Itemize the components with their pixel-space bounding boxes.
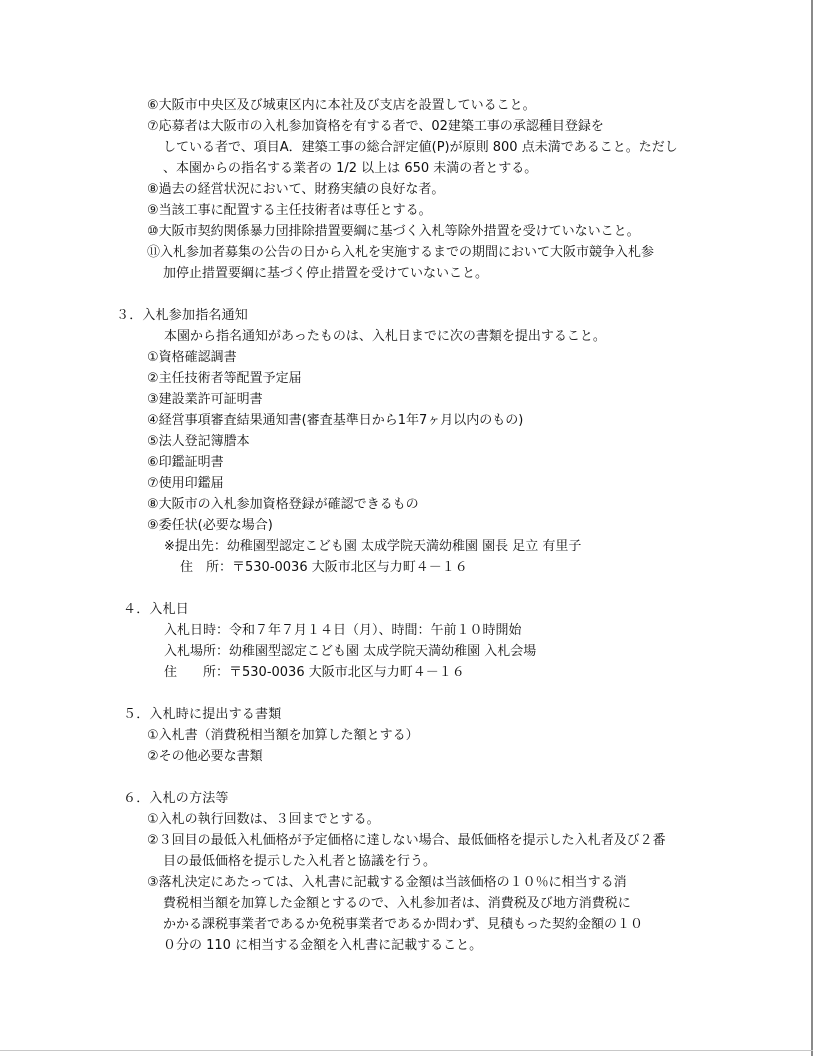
item-11-suspension-requirement-line: ⑪入札参加者募集の公告の日から入札を実施するまでの期間において大阪市競争入札参 [147, 245, 655, 260]
item-7-qualification-requirement-line: している者で、項目A．建築工事の総合評定値(P)が原則 800 点未満であること。ただし [163, 140, 678, 155]
bid-datetime: 入札日時：令和７年７月１４日（月）、時間：午前１０時開始 [164, 623, 522, 638]
document-list-item: ①資格確認調書 [147, 350, 237, 365]
document-list-item: ③建設業許可証明書 [147, 392, 263, 407]
bid-address: 住 所：〒530-0036 大阪市北区与力町４－１６ [164, 665, 465, 680]
bid-method-item-3-line: ０分の 110 に相当する金額を入札書に記載すること。 [163, 938, 483, 953]
bid-method-item-3-line: ③落札決定にあたっては、入札書に記載する金額は当該価格の１０％に相当する消 [147, 875, 627, 890]
section-3-heading: ３．入札参加指名通知 [116, 308, 249, 323]
submission-destination: ※提出先：幼稚園型認定こども園 太成学院天満幼稚園 園長 足立 有里子 [164, 539, 582, 554]
document-list-item: ⑨委任状(必要な場合) [147, 518, 273, 533]
section-5-heading: ５．入札時に提出する書類 [123, 707, 282, 722]
section-3-intro: 本園から指名通知があったものは、入札日までに次の書類を提出すること。 [164, 329, 606, 344]
item-11-suspension-requirement-line: 加停止措置要綱に基づく停止措置を受けていないこと。 [163, 266, 489, 281]
bid-method-item-2-line: 目の最低価格を提示した入札者と協議を行う。 [163, 854, 437, 869]
document-list-item: ⑥印鑑証明書 [147, 455, 224, 470]
page-border-bottom [0, 1050, 813, 1051]
item-7-qualification-requirement-line: ⑦応募者は大阪市の入札参加資格を有する者で、02建築工事の承認種目登録を [147, 119, 604, 134]
document-list-item: ⑧大阪市の入札参加資格登録が確認できるもの [147, 497, 419, 512]
item-10-exclusion-requirement: ⑩大阪市契約関係暴力団排除措置要綱に基づく入札等除外措置を受けていないこと。 [147, 224, 640, 239]
bid-method-item-3-line: かかる課税事業者であるか免税事業者であるか問わず、見積もった契約金額の１０ [163, 917, 643, 932]
bid-method-item-1: ①入札の執行回数は、３回までとする。 [147, 812, 380, 827]
submission-address: 住 所：〒530-0036 大阪市北区与力町４－１６ [180, 560, 468, 575]
item-6-location-requirement: ⑥大阪市中央区及び城東区内に本社及び支店を設置していること。 [147, 98, 536, 113]
item-8-financial-requirement: ⑧過去の経営状況において、財務実績の良好な者。 [147, 182, 445, 197]
document-list-item: ②主任技術者等配置予定届 [147, 371, 302, 386]
bid-method-item-2-line: ②３回目の最低入札価格が予定価格に達しない場合、最低価格を提示した入札者及び２番 [147, 833, 666, 848]
bid-method-item-3-line: 費税相当額を加算した金額とするので、入札参加者は、消費税及び地方消費税に [163, 896, 631, 911]
page-border-right [811, 0, 813, 1056]
bid-place: 入札場所：幼稚園型認定こども園 太成学院天満幼稚園 入札会場 [164, 644, 537, 659]
section-4-heading: ４．入札日 [123, 602, 190, 617]
item-7-qualification-requirement-line: 、本園からの指名する業者の 1/2 以上は 650 未満の者とする。 [163, 161, 538, 176]
document-list-item: ④経営事項審査結果通知書(審査基準日から1年7ヶ月以内のもの) [147, 413, 524, 428]
item-9-chief-engineer-requirement: ⑨当該工事に配置する主任技術者は専任とする。 [147, 203, 432, 218]
bid-document-item: ②その他必要な書類 [147, 749, 263, 764]
section-6-heading: ６．入札の方法等 [123, 791, 229, 806]
bid-document-item: ①入札書（消費税相当額を加算した額とする） [147, 728, 419, 743]
document-list-item: ⑤法人登記簿謄本 [147, 434, 250, 449]
document-list-item: ⑦使用印鑑届 [147, 476, 224, 491]
